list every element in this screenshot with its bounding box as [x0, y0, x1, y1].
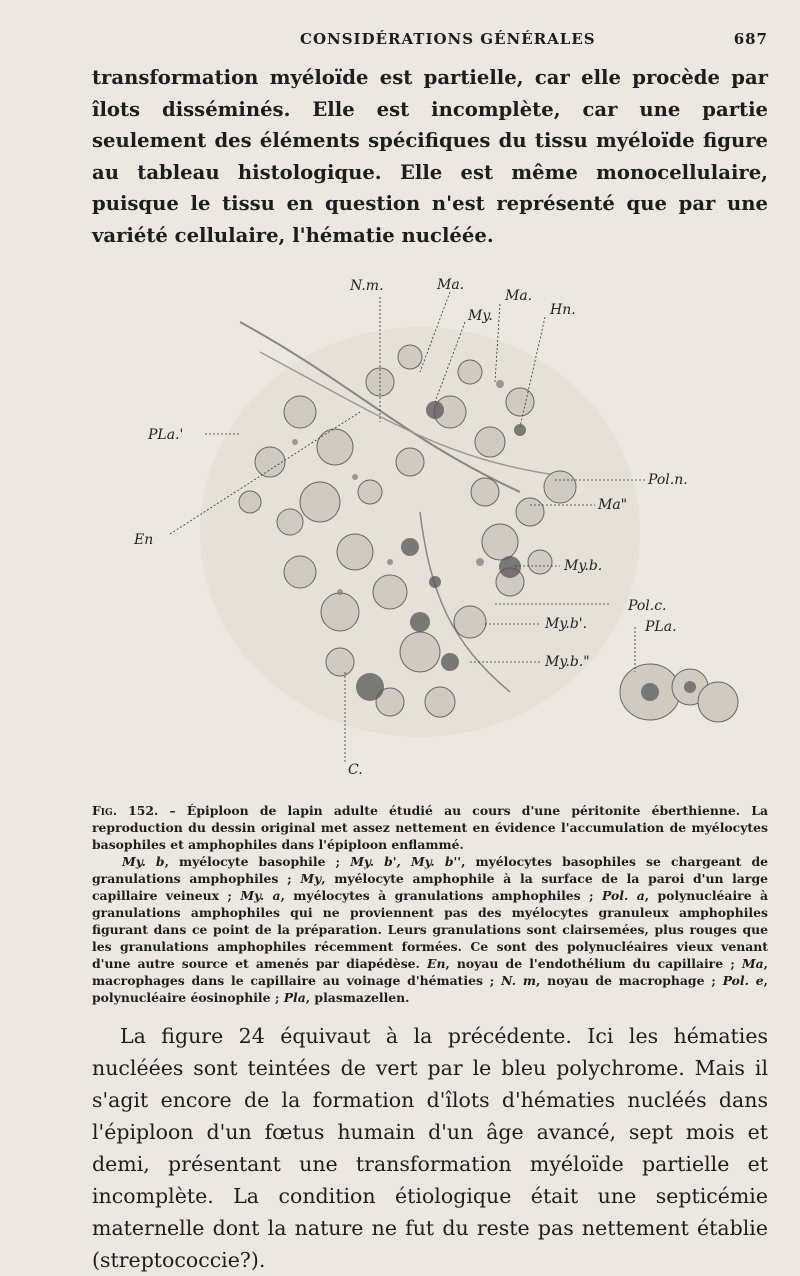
legend-key: Pol. e [722, 973, 764, 988]
bottom-paragraph: La figure 24 équivaut à la précédente. Ici les hématies nucléées sont teintées de vert par le bleu polychrome. Mais il s'agit encore de la formation d'îlots d'hématies nucléés dans l'épiploon d'un fœtus humain d'un âge avancé, sept mois et demi, présentant une transformation myéloïde partielle et incomplète. La condition étiologique était une septicémie maternelle dont la nature ne fut du reste pas nettement établie (streptococcie?). [92, 1024, 768, 1272]
label-ma-1: Ma. [437, 277, 465, 293]
legend-text: , myélocyte basophile ; [164, 854, 351, 869]
top-paragraph: transformation myéloïde est partielle, car elle procède par îlots disséminés. Elle est incomplète, car une partie seulement des éléments spécifiques du tissu myéloïde figure au tableau histologique. Elle est même monocellulaire, puisque le tissu en question n'est représenté que par une variété cellulaire, l'hématie nucléée. [92, 66, 768, 247]
caption-legend [92, 853, 768, 1006]
figure-number: Fig. 152. [92, 803, 159, 818]
tissue-illustration [200, 322, 738, 737]
label-my: My. [468, 308, 493, 324]
label-my-b-dprime: My.b." [545, 654, 590, 670]
label-pla: PLa. [645, 619, 677, 635]
page-number: 687 [733, 30, 768, 48]
legend-text: , myélocytes à granulations amphophiles ; [280, 888, 603, 903]
legend-key: My. a [240, 888, 281, 903]
legend-key: Pla [283, 990, 306, 1005]
label-my-b: My.b. [564, 558, 603, 574]
legend-key: My [300, 871, 322, 886]
legend-key: En [427, 956, 446, 971]
legend-key: Ma [741, 956, 764, 971]
histology-drawing [90, 262, 770, 792]
histology-figure [90, 262, 770, 792]
legend-text: , polynucléaire éosinophile ; [92, 973, 768, 1005]
legend-text: , myélocyte amphophile à la surface de la paroi d'un large capillaire veineux ; [92, 871, 768, 903]
legend-text: , polynucléaire à granulations amphophiles qui ne proviennent pas des myélocytes granuleux amphophiles figurant dans ce point de la préparation. Leurs granulations sont clairsemées, plus rouges que les granulations amphophiles récemment formées. Ce sont des polynucléaires vieux venant d'une autre source et amenés par diapédèse. [92, 888, 768, 971]
legend-key: N. m [501, 973, 536, 988]
legend-text: , noyau de l'endothélium du capillaire ; [445, 956, 742, 971]
label-pol-c: Pol.c. [628, 598, 667, 614]
label-hn: Hn. [550, 302, 576, 318]
running-title: CONSIDÉRATIONS GÉNÉRALES [300, 30, 596, 48]
legend-key: Pol. a [602, 888, 645, 903]
plasma-cell-inset [620, 664, 738, 722]
caption-lead: – Épiploon de lapin adulte étudié au cours d'une péritonite éberthienne. La reproduction du dessin original met assez nettement en évidence l'accumulation de myélocytes basophiles et amphophiles dans l'épiploon enflammé. [92, 803, 769, 852]
label-ma-2: Ma. [505, 288, 533, 304]
legend-text: , myélocytes basophiles se chargeant de granulations amphophiles ; [92, 854, 769, 886]
running-head [90, 30, 768, 54]
legend-text: , noyau de macrophage ; [535, 973, 723, 988]
label-en: En [134, 532, 154, 548]
legend-key: My. b [122, 854, 165, 869]
legend-key: My. b', My. b'' [350, 854, 462, 869]
label-pla-prime: PLa.' [148, 427, 184, 443]
label-nm: N.m. [350, 278, 384, 294]
label-pol-n: Pol.n. [648, 472, 688, 488]
legend-text: , macrophages dans le capillaire au voinage d'hématies ; [92, 956, 768, 988]
label-c: C. [348, 762, 363, 778]
label-ma-dprime: Ma" [598, 497, 628, 513]
figure-caption [92, 802, 768, 1006]
legend-text: , plasmazellen. [305, 990, 410, 1005]
label-my-b-prime: My.b'. [545, 616, 588, 632]
